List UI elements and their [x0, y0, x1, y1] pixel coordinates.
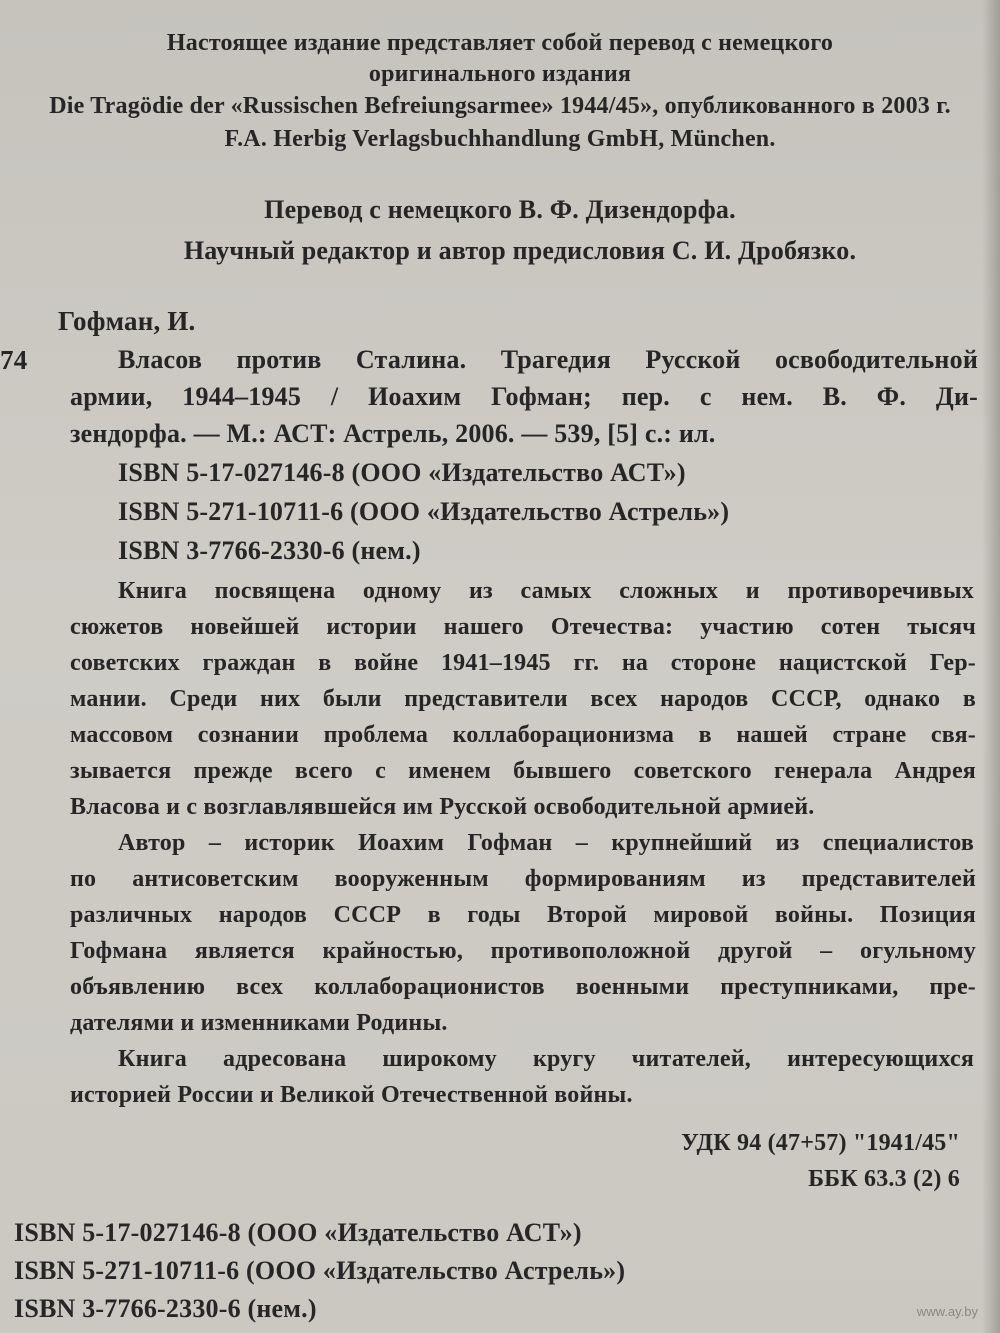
header-line-1: Настоящее издание представляет собой перевод с немецкого: [166, 30, 834, 56]
catalog-author: Гофман, И.: [58, 306, 196, 336]
annotation-p2-line-3: различных народов СССР в годы Второй мировой войны. Позиция: [70, 902, 976, 928]
footer-isbn-1: ISBN 5-17-027146-8 (ООО «Издательство АСТ»): [14, 1218, 582, 1247]
annotation-p3-line-1: Книга адресована широкому кругу читателей, интересующихся: [118, 1046, 974, 1072]
catalog-isbn-1: ISBN 5-17-027146-8 (ООО «Издательство АСТ»): [118, 458, 686, 487]
catalog-entry-line-1: Власов против Сталина. Трагедия Русской освободительной: [118, 345, 978, 374]
annotation-p2-line-1: Автор – историк Иоахим Гофман – крупнейший из специалистов: [118, 830, 974, 856]
annotation-p1-line-7: Власова и с возглавлявшейся им Русской освободительной армией.: [70, 794, 815, 820]
annotation-p2-line-5: объявлению всех коллаборационистов военными преступниками, пре-: [70, 974, 976, 1000]
catalog-isbn-2: ISBN 5-271-10711-6 (ООО «Издательство Астрель»): [118, 497, 730, 526]
catalog-code: 74: [0, 345, 28, 375]
header-line-3: Die Tragödie der «Russischen Befreiungsarmee» 1944/45», опубликованного в 2003 г.: [49, 93, 951, 119]
catalog-isbn-3: ISBN 3-7766-2330-6 (нем.): [118, 536, 421, 565]
annotation-p2-line-2: по антисоветским вооруженным формированиям из представителей: [70, 866, 976, 892]
site-watermark: www.ay.by: [916, 1304, 978, 1319]
annotation-p1-line-1: Книга посвящена одному из самых сложных и противоречивых: [118, 578, 974, 604]
annotation-p3-line-2: историей России и Великой Отечественной войны.: [70, 1082, 633, 1108]
catalog-entry-line-3: зендорфа. — М.: АСТ: Астрель, 2006. — 539, [5] с.: ил.: [70, 419, 716, 448]
header-line-4: F.A. Herbig Verlagsbuchhandlung GmbH, München.: [224, 126, 776, 152]
translator-credit: Перевод с немецкого В. Ф. Дизендорфа.: [264, 195, 736, 224]
annotation-p1-line-5: массовом сознании проблема коллаборационизма в нашей стране свя-: [70, 722, 976, 748]
bbk-code: ББК 63.3 (2) 6: [808, 1166, 960, 1192]
annotation-p1-line-6: зывается прежде всего с именем бывшего советского генерала Андрея: [70, 758, 976, 784]
catalog-entry-line-2: армии, 1944–1945 / Иоахим Гофман; пер. с нем. В. Ф. Ди-: [70, 382, 978, 411]
annotation-p2-line-6: дателями и изменниками Родины.: [70, 1010, 448, 1036]
footer-isbn-2: ISBN 5-271-10711-6 (ООО «Издательство Астрель»): [14, 1256, 626, 1285]
annotation-p2-line-4: Гофмана является крайностью, противоположной другой – огульному: [70, 938, 976, 964]
annotation-p1-line-4: мании. Среди них были представители всех народов СССР, однако в: [70, 686, 976, 712]
editor-credit: Научный редактор и автор предисловия С. И. Дробязко.: [183, 236, 857, 265]
udk-code: УДК 94 (47+57) "1941/45": [681, 1130, 960, 1156]
header-line-2: оригинального издания: [368, 61, 632, 87]
footer-isbn-3: ISBN 3-7766-2330-6 (нем.): [14, 1294, 317, 1323]
annotation-p1-line-3: советских граждан в войне 1941–1945 гг. на стороне нацистской Гер-: [70, 650, 976, 676]
annotation-p1-line-2: сюжетов новейшей истории нашего Отечества: участию сотен тысяч: [70, 614, 976, 640]
